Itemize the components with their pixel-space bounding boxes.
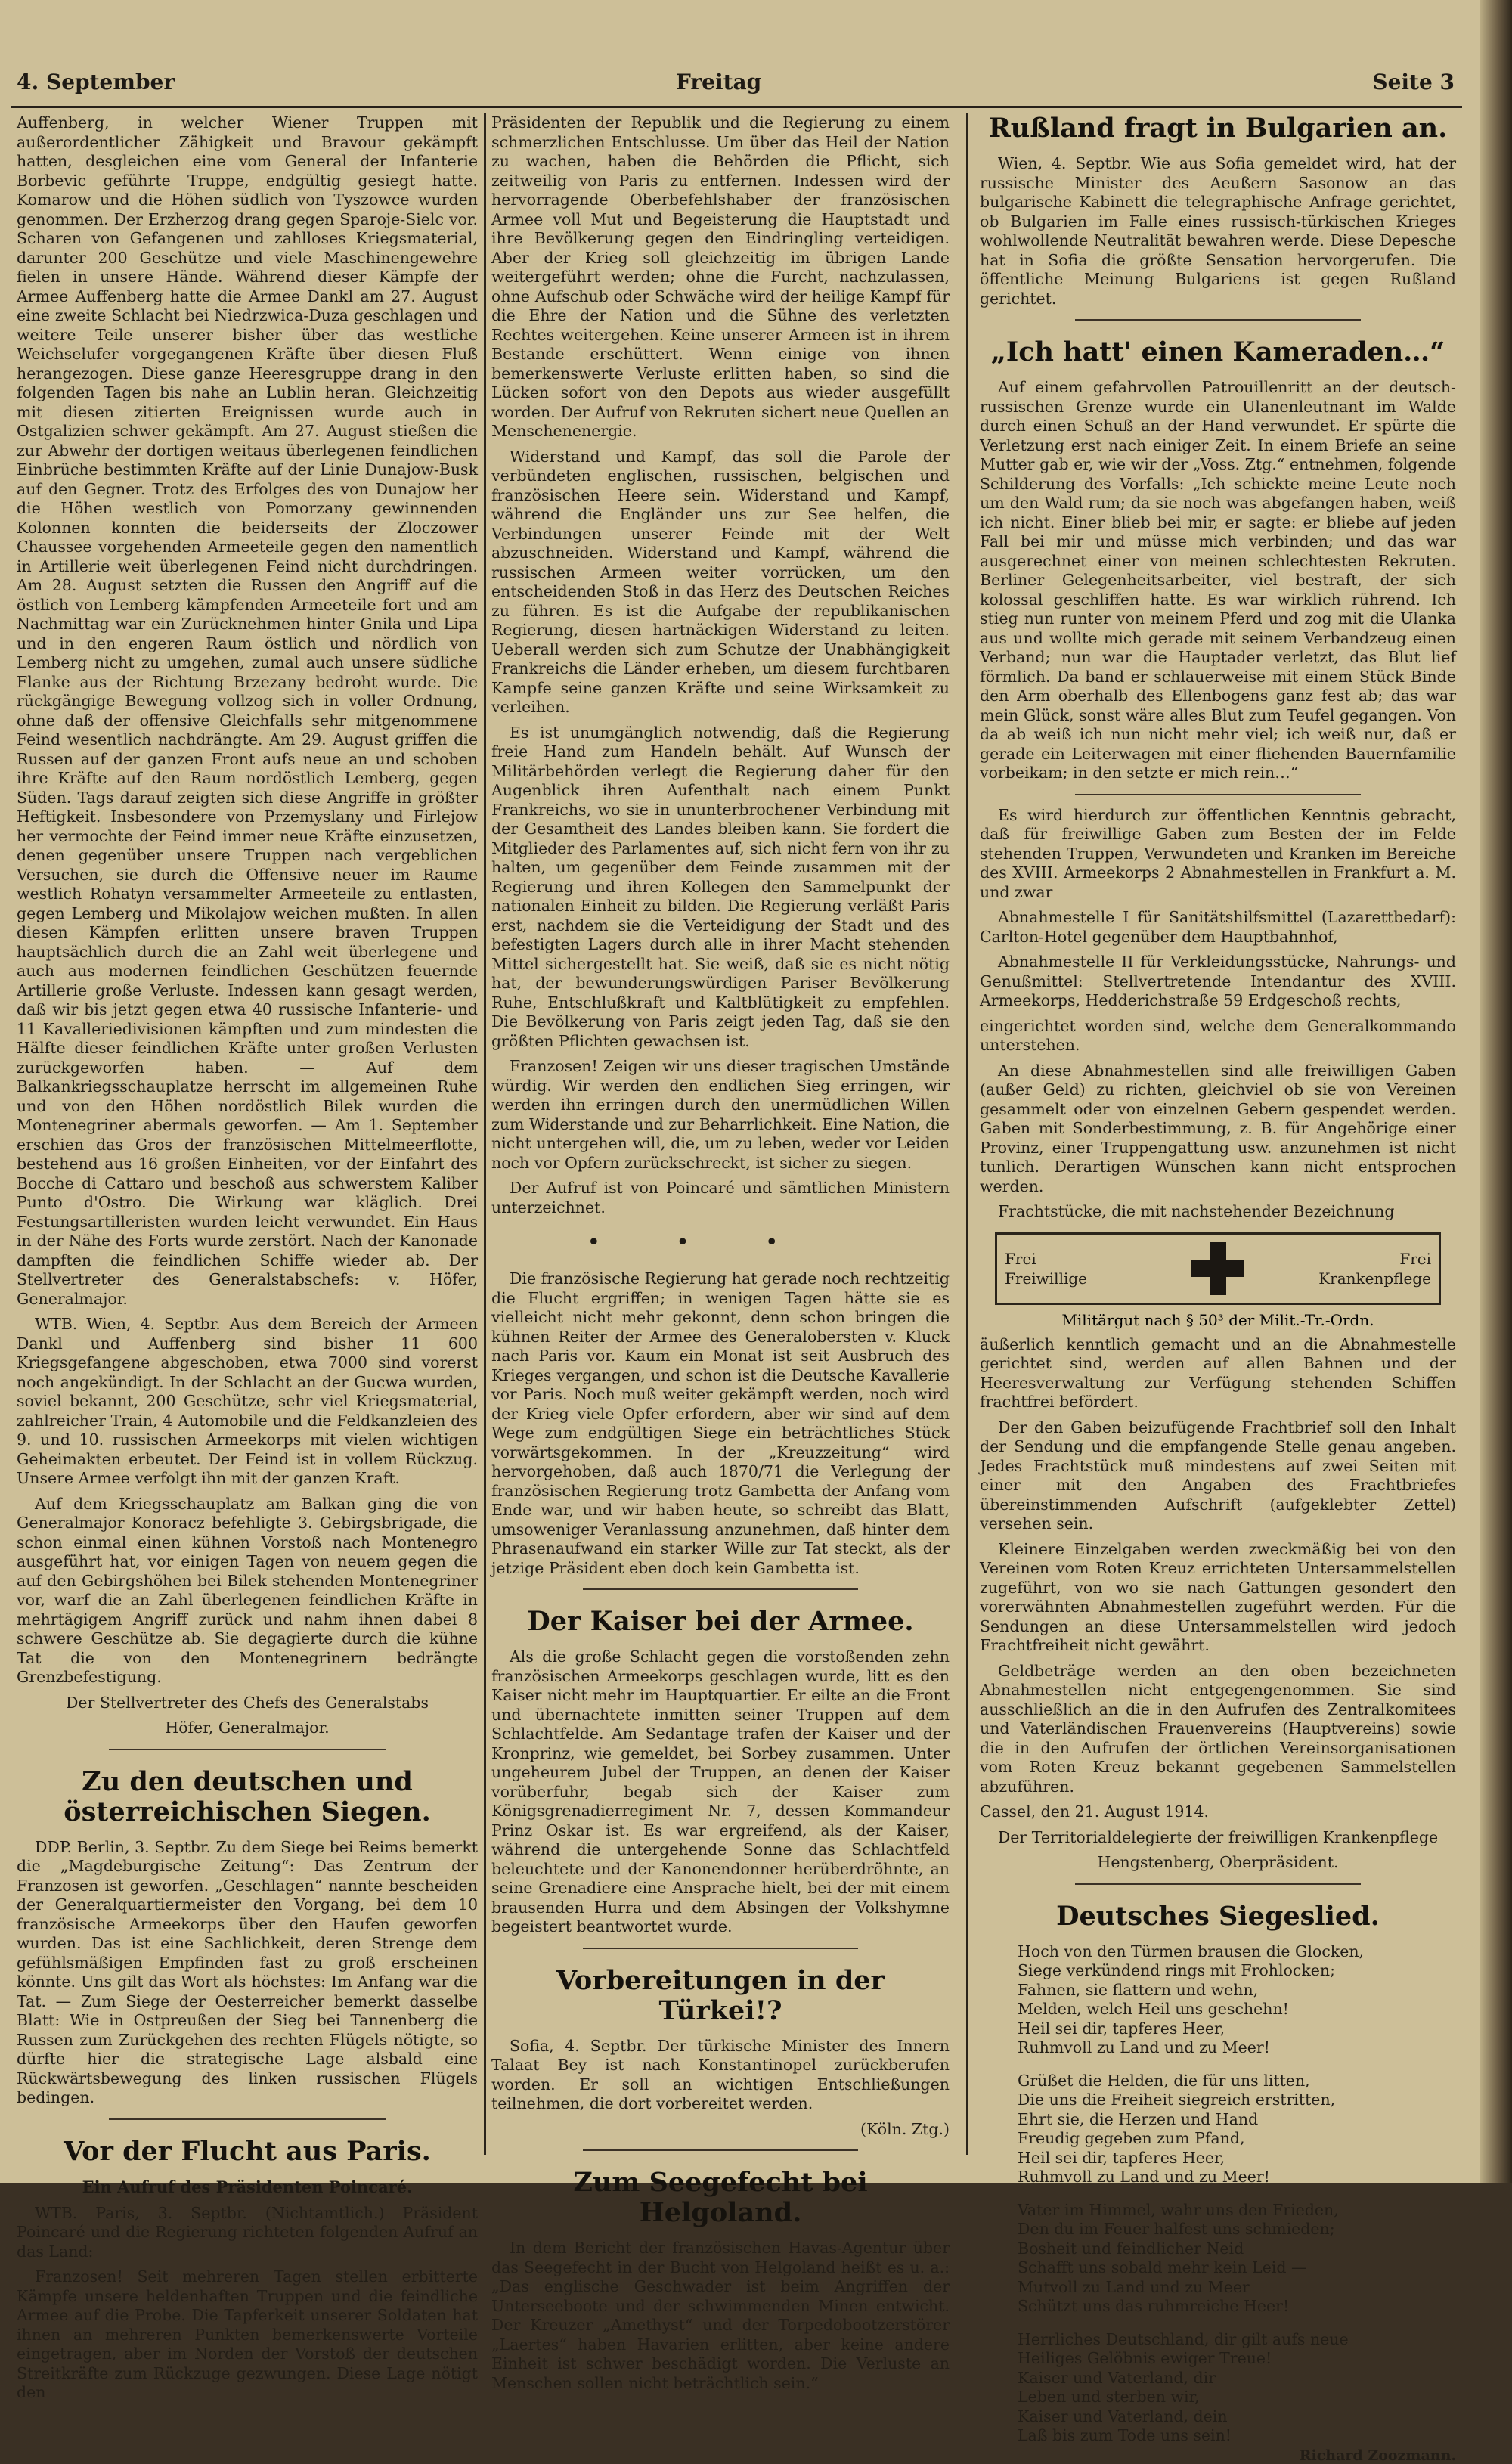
section-divider [109,2118,386,2120]
notice-text: Abnahmestelle II für Verkleidungsstücke, Nahrungs- und Genußmittel: Stellvertretende Intendantur des XVIII. Armeekorps, Hedderichstraße 59 Erdgeschoß rechts, [980,953,1456,1009]
header-page-number: Seite 3 [1372,70,1455,95]
notice-text: Frachtstücke, die mit nachstehender Bezeichnung [998,1202,1395,1220]
article-text: In dem Bericht der französischen Havas-Agentur über das Seegefecht in der Bucht von Helgoland heißt es u. a.: „Das englische Geschwader ist beim Angriffen der Unterseeboote und der schwimmenden Minen entwicht. Der Kreuzer „Amethyst“ und der Torpedobootzerstörer „Laertes“ haben Havarien erlitten, aber keine andere Einheit ist schwer beschädigt worden. Die Verluste an Menschen sollen nicht beträchtlich sein.“ [491,2239,950,2392]
poem-author: Richard Zoozmann. [1299,2447,1456,2464]
article-text: Widerstand und Kampf, das soll die Parole der verbündeten englischen, russischen, belgischen und französischen Heere sein. Widerstand und Kampf, während die Engländer uns zur See helfen, die Verbindungen unserer Feinde mit der Welt abzuschneiden. Widerstand und Kampf, während die russischen Armeen weiter vorrücken, um den entscheidenden Stoß in das Herz des Deutschen Reiches zu führen. Es ist die Aufgabe der republikanischen Regierung, diesen hartnäckigen Widerstand zu leiten. Ueberall werden sich zum Schutze der Unabhängigkeit Frankreichs die Länder erheben, um diesem furchtbaren Kampfe seine ganzen Kräfte und seine Wirksamkeit zu verleihen. [491,447,950,716]
column-1 [17,113,478,2401]
poem-line: Heiliges Gelöbnis ewiger Treue! [1018,2349,1272,2367]
notice-text: Kleinere Einzelgaben werden zweckmäßig bei von den Vereinen vom Roten Kreuz errichteten Untersammelstellen zugeführt, von wo sie nach Gattungen gesondert den vorerwähnten Abnahmestellen zugeführt werden. Für die Sendungen an diese Untersammelstellen wird jedoch Frachtfreiheit nicht gewährt. [980,1539,1456,1654]
stanza-gap [980,2058,1456,2072]
headline-siegen: Zu den deutschen und österreichischen Siegen. [64,1765,431,1827]
section-divider [583,2149,858,2151]
page-header [11,64,1462,108]
signature-line: Höfer, Generalmajor. [165,1719,330,1737]
freight-label-right [1244,1249,1431,1288]
label-freiwillige: Freiwillige [1005,1269,1088,1288]
poem-line: Kaiser und Vaterland, dir [1018,2368,1216,2387]
label-frei: Frei [1005,1249,1036,1268]
headline-siegeslied: Deutsches Siegeslied. [1056,1900,1380,1932]
article-text: Wien, 4. Septbr. Wie aus Sofia gemeldet wird, hat der russische Minister des Aeußern Sasonow an das bulgarische Kabinett die telegraphische Anfrage gerichtet, ob Bulgarien im Falle eines russisch-türkischen Krieges wohlwollende Neutralität bewahren werde. Diese Depesche hat in Sofia die größte Sensation hervorgerufen. Die öffentliche Meinung Bulgariens ist gegen Rußland gerichtet. [980,154,1456,308]
notice-date: Cassel, den 21. August 1914. [980,1802,1210,1821]
poem [980,1942,1456,2446]
poem-line: Siege verkündend rings mit Frohlocken; [1018,1961,1336,1979]
article-text: Franzosen! Seit mehreren Tagen stellen erbitterte Kämpfe unsere heldenhaften Truppen und die feindliche Armee auf die Probe. Die Tapferkeit unserer Soldaten hat ihnen an mehreren Punkten bemerkenswerte Vorteile eingetragen, aber im Norden der Vorstoß der deutschen Streitkräfte zum Rückzuge gezwungen. Diese Lage nötigt den [17,2267,478,2401]
label-krankenpflege: Krankenpflege [1318,1269,1431,1288]
column-2 [491,113,950,2392]
book-binding-edge [1480,0,1512,2183]
article-text: DDP. Berlin, 3. Septbr. Zu dem Siege bei Reims bemerkt die „Magdeburgische Zeitung“: Das Zentrum der Franzosen ist geworfen. „Geschlagen“ nannte bescheiden der Generalquartiermeister den Vorgang, bei dem 10 französische Armeekorps über den Haufen geworfen wurden. Das ist eine Sachlichkeit, deren Strenge dem gefühlsmäßigen Empfinden fast zu groß erscheinen könnte. Uns gilt das Wort als höchstes: Im Anfang war die Tat. — Zum Siege der Oesterreicher bemerkt dasselbe Blatt: Wie in Ostpreußen der Sieg bei Tannenberg die Russen zum Zurückgehen des rechten Flügels nötigte, so dürfte hier die strategische Lage alsbald eine Rückwärtsbewegung des linken russischen Flügels bedingen. [17,1837,478,2106]
poem-line: Vater im Himmel, wahr uns den Frieden, [1018,2200,1339,2219]
poem-line: Schützt uns das ruhmreiche Heer! [1018,2297,1290,2315]
freight-label-left [1005,1249,1191,1288]
article-text: Auf dem Kriegsschauplatz am Balkan ging die von Generalmajor Konoracz befehligte 3. Gebirgsbrigade, die schon einmal einen kühnen Vorstoß nach Montenegro ausgeführt hat, vor einigen Tagen von neuem gegen die auf den Gebirgshöhen bei Bilek stehenden Montenegriner vor, warf die an Zahl überlegenen feindlichen Kräfte in mehrtägigem Angriff zurück und nahm ihnen dabei 8 schwere Geschütze ab. Sie degagierte durch die kühne Tat die von den Montenegrinern bedrängte Grenzbefestigung. [17,1494,478,1686]
headline-russland: Rußland fragt in Bulgarien an. [988,113,1448,144]
freight-label-note: Militärgut nach § 50³ der Milit.-Tr.-Ordn. [1061,1310,1374,1329]
headline-tuerkei: Vorbereitungen in der Türkei!? [556,1964,885,2026]
section-divider [583,1948,858,1949]
header-date: 4. September [17,70,175,95]
poem-line: Ruhmvoll zu Land und zu Meer! [1018,2038,1270,2056]
poem-line: Schafft uns sobald mehr kein Leid — [1018,2258,1307,2276]
notice-text: eingerichtet worden sind, welche dem Generalkommando unterstehen. [980,1016,1456,1054]
poem-line: Laß bis zum Tode uns sein! [1018,2426,1232,2444]
notice-text: Der den Gaben beizufügende Frachtbrief soll den Inhalt der Sendung und die empfangende Stelle genau angeben. Jedes Frachtstück muß mindestens auf zwei Seiten mit einer mit den Angaben des Frachtbriefes übereinstimmenden Aufschrift (aufgeklebter Zettel) versehen sein. [980,1418,1456,1533]
column-rule-2 [966,113,968,2155]
article-text: Sofia, 4. Septbr. Der türkische Minister des Innern Talaat Bey ist nach Konstantinopel zurückberufen worden. Er soll an wichtigen Entschließungen teilnehmen, die dort vorbereitet werden. [491,2036,950,2112]
poem-line: Bosheit und feindlicher Neid [1018,2239,1244,2258]
headline-kaiser: Der Kaiser bei der Armee. [527,1606,914,1637]
poem-line: Melden, welch Heil uns geschehn! [1018,2000,1289,2018]
section-divider [1075,794,1361,795]
notice-text: Geldbeträge werden an den oben bezeichneten Abnahmestellen nicht entgegengenommen. Sie sind ausschließlich an die in den Aufrufen des Zentralkomitees und Vaterländischen Frauenvereins (Hauptvereins) sowie die in den Aufrufen der örtlichen Vereinsorganisationen vom Roten Kreuz bekannt gegebenen Sammelstellen abzuführen. [980,1661,1456,1796]
poem-line: Den du im Feuer halfest uns schmieden; [1018,2220,1335,2238]
article-text: Auf einem gefahrvollen Patrouillenritt an der deutsch-russischen Grenze wurde ein Ulanenleutnant im Walde durch einen Schuß an der Hand verwundet. Er spürte die Verletzung erst nach einiger Zeit. In einem Briefe an seine Mutter gab er, wie wir der „Voss. Ztg.“ entnehmen, folgende Schilderung des Vorfalls: „Ich schickte meine Leute noch um den Wald rum; da sie noch was abgefangen haben, weiß ich nicht. Einer blieb bei mir, er sagte: er bliebe auf jeden Fall bei mir und müsse mich verbinden; und das war ausgerechnet einer von meinen schlechtesten Rekruten. Berliner Gelegenheitsarbeiter, viel bestraft, der sich kolossal geschliffen hatte. Es war wirklich rührend. Ich stieg nun runter von meinem Pferd und zog mit die Ulanka aus und wollte mich gerade mit seinem Verbandzeug einen Verband; nun war die Hauptader verletzt, das Blut lief förmlich. Da band er schlauerweise mit einem Stück Binde den Arm oberhalb des Ellenbogens ganz fest ab; das war mein Glück, sonst wäre alles Blut zum Teufel gegangen. Von da ab weiß ich nun nicht mehr viel; ich weiß nur, daß er gerade ein Leiterwagen mit einer fliehenden Bauernfamilie vorbeikam; in den setzte er mich rein…“ [980,378,1456,782]
source-credit: (Köln. Ztg.) [860,2119,950,2138]
poem-line: Grüßet die Helden, die für uns litten, [1018,2071,1310,2090]
article-text: Präsidenten der Republik und die Regierung zu einem schmerzlichen Entschlusse. Um über das Heil der Nation zu wachen, haben die Behörden die Pflicht, sich zeitweilig von Paris zu entfernen. Indessen wird der hervorragende Oberbefehlshaber der französischen Armee voll Mut und Begeisterung die Hauptstadt und ihre Bevölkerung gegen den Eindringling verteidigen. Aber der Krieg soll gleichzeitig im übrigen Lande weitergeführt werden; ohne die Furcht, nachzulassen, ohne Aufschub oder Schwäche wird der heilige Kampf für die Ehre der Nation und die Sühne des verletzten Rechtes weitergehen. Keine unserer Armeen ist in ihrem Bestande erschüttert. Wenn einige von ihnen bemerkenswerte Verluste erlitten haben, so sind die Lücken sofort von den Depots aus wieder ausgefüllt worden. Der Aufruf von Rekruten sichert neue Quellen an Menschenenergie. [491,113,950,440]
headline-flucht: Vor der Flucht aus Paris. [64,2135,431,2167]
article-text: Franzosen! Zeigen wir uns dieser tragischen Umstände würdig. Wir werden den endlichen Sieg erringen, wir werden ihn erringen durch den unermüdlichen Willen zum Widerstande und zur Beharrlichkeit. Eine Nation, die nicht untergehen will, die, um zu leben, weder vor Leiden noch vor Opfern zurückschreckt, ist sicher zu siegen. [491,1057,950,1172]
signature-line: Der Stellvertreter des Chefs des Generalstabs [65,1693,429,1712]
section-divider [583,1588,858,1590]
subheadline-aufruf: Ein Aufruf des Präsidenten Poincaré. [82,2177,413,2196]
article-text: Es ist unumgänglich notwendig, daß die Regierung freie Hand zum Handeln behält. Auf Wunsch der Militärbehörden verlegt die Regierung daher für den Augenblick ihren Aufenthalt nach einem Punkt Frankreichs, wo sie in ununterbrochener Verbindung mit der Gesamtheit des Landes bleiben kann. Sie fordert die Mitglieder des Parlamentes auf, sich nicht fern von ihr zu halten, um gegenüber dem Feinde zusammen mit der Regierung und ihren Kollegen den Sammelpunkt der nationalen Einheit zu bilden. Die Regierung verläßt Paris erst, nachdem sie die Verteidigung der Stadt und des befestigten Lagers durch alle in ihrer Macht stehenden Mittel sichergestellt hat. Sie weiß, daß sie es nicht nötig hat, der bewunderungswürdigen Pariser Bevölkerung Ruhe, Entschlußkraft und Kaltblütigkeit zu empfehlen. Die Bevölkerung von Paris zeigt jeden Tag, daß sie den größten Pflichten gewachsen ist. [491,723,950,1050]
headline-helgoland: Zum Seegefecht bei Helgoland. [573,2167,868,2228]
label-frei: Frei [1399,1249,1431,1268]
article-text: Auffenberg, in welcher Wiener Truppen mit außerordentlicher Zähigkeit und Bravour gekämpft hatten, desgleichen eine vom General der Infanterie Borbevic geführte Truppe, endgültig gesiegt hatte. Komarow und die Höhen südlich von Tyszowce wurden genommen. Der Erzherzog drang gegen Sparoje-Sielc vor. Scharen von Gefangenen und zahlloses Kriegsmaterial, darunter 200 Geschütze und viele Maschinengewehre fielen in unsere Hände. Während dieser Kämpfe der Armee Auffenberg hatte die Armee Dankl am 27. August eine zweite Schlacht bei Niedrzwica-Duza geschlagen und weitere Teile unserer bisher über das westliche Weichselufer vorgegangenen Kräfte über diesen Fluß herangezogen. Diese ganze Heeresgruppe drang in den folgenden Tagen bis nahe an Lublin heran. Gleichzeitig mit diesen zitierten Ereignissen wurde auch in Ostgalizien schwer gekämpft. Am 27. August stießen die zur Abwehr der dortigen weitaus überlegenen feindlichen Einbrüche bestimmten Kräfte auf der Linie Dunajow-Busk auf den Gegner. Trotz des Erfolges des von Dunajow her die Höhen westlich von Pomorzany gewinnenden Kolonnen konnten die beiderseits der Zloczower Chaussee vorgehenden Armeeteile gegen den namentlich in Artillerie weit überlegenen Feind nicht durchdringen. Am 28. August setzten die Russen den Angriff auf die östlich von Lemberg kämpfenden Armeeteile fort und am Nachmittag war ein Zurücknehmen hinter Gnila und Lipa und in den engeren Raum östlich und nördlich von Lemberg nicht zu umgehen, zumal auch unsere südliche Flanke aus der Richtung Brzezany bedroht wurde. Die rückgängige Bewegung vollzog sich in voller Ordnung, ohne daß der offensive Gleichfalls sehr mitgenommene Feind wesentlich nachdrängte. Am 29. August griffen die Russen auf der ganzen Front aufs neue an und schoben ihre Kräfte auf den Raum nordöstlich Lemberg, gegen Süden. Tags darauf zeigten sich diese Angriffe in größter Heftigkeit. Insbesondere von Przemyslany und Firlejow her vermochte der Feind immer neue Kräfte einzusetzen, denen gegenüber unsere Truppen nach vergeblichen Versuchen, sie durch die Offensive neuer im Raume westlich Rohatyn versammelter Armeeteile zu entlasten, gegen Lemberg und Mikolajow weichen mußten. In allen diesen Kämpfen erlitten unsere braven Truppen hauptsächlich durch die an Zahl weit überlegene und auch aus modernen feindlichen Geschützen feuernde Artillerie große Verluste. Indessen kann gesagt werden, daß wir bis jetzt gegen etwa 40 russische Infanterie- und 11 Kavalleriedivisionen kämpften und zum mindesten die Hälfte dieser feindlichen Kräfte unter großen Verlusten zurückgeworfen haben. — Auf dem Balkankriegsschauplatze herrscht im allgemeinen Ruhe und von den Höhen nordöstlich Bilek wurden die Montenegriner abermals geworfen. — Am 1. September erschien das Gros der französischen Mittelmeerflotte, bestehend aus 16 großen Einheiten, vor der Einfahrt des Bocche di Cattaro und beschoß aus schwerstem Kaliber Punto d'Ostro. Die Wirkung war kläglich. Drei Festungsartilleristen wurden leicht verwundet. Ein Haus in der Nähe des Forts wurde zerstört. Nach der Kanonade dampften die feindlichen Schiffe wieder ab. Der Stellvertreter des Generalstabschefs: v. Höfer, Generalmajor. [17,113,478,1308]
poem-line: Fahnen, sie flattern und wehn, [1018,1980,1259,1999]
poem-line: Heil sei dir, tapferes Heer, [1018,2148,1225,2167]
article-text: Als die große Schlacht gegen die vorstoßenden zehn französischen Armeekorps geschlagen wurde, litt es den Kaiser nicht mehr im Hauptquartier. Er eilte an die Front und übernachtete inmitten seiner Truppen auf dem Schlachtfelde. Am Sedantage trafen der Kaiser und der Kronprinz, wie gemeldet, bei Sorbey zusammen. Unter ungeheurem Jubel der Truppen, an denen der Kaiser vorüberfuhr, begab sich der Kaiser zum Königsgrenadierregiment Nr. 7, dessen Kommandeur Prinz Oskar ist. Es war ergreifend, als der Kaiser, während die untergehende Sonne das Schlachtfeld beleuchtete und der Kanonendonner herüberdröhnte, an seine Grenadiere eine Ansprache hielt, bei der mit einem brausenden Hurra und dem Absingen der Volkshymne begeistert beantwortet wurde. [491,1647,950,1936]
stanza-gap [980,2317,1456,2330]
column-rule-1 [484,113,486,2155]
poem-line: Freudig gegeben zum Pfand, [1018,2129,1245,2147]
article-text: WTB. Wien, 4. Septbr. Aus dem Bereich der Armeen Dankl und Auffenberg sind bisher 11 600 Kriegsgefangene abgeschoben, etwa 7000 sind vorerst noch angekündigt. In der Schlacht an der Gucwa wurden, soviel bekannt, 200 Geschütze, sehr viel Kriegsmaterial, zahlreicher Train, 4 Automobile und die Feldkanzleien des 9. und 10. russischen Armeekorps mit vielen wichtigen Geheimakten erbeutet. Der Feind ist in vollem Rückzug. Unsere Armee verfolgt ihn mit der ganzen Kraft. [17,1315,478,1487]
article-text: Der Aufruf ist von Poincaré und sämtlichen Ministern unterzeichnet. [491,1179,950,1217]
poem-line: Mutvoll zu Land und zu Meer [1018,2277,1250,2296]
article-text: Die französische Regierung hat gerade noch rechtzeitig die Flucht ergriffen; in wenigen Tagen hätte sie es vielleicht nicht mehr gekonnt, denn schon bringen die kühnen Reiter der Armee des Generalobersten v. Kluck nach Paris vor. Kaum ein Monat ist seit Ausbruch des Krieges vergangen, und schon ist die Deutsche Kavallerie vor Paris. Noch muß weiter gekämpft werden, noch wird der Krieg viele Opfer erfordern, aber wir sind auf dem Wege zum endgültigen Siege ein beträchtliches Stück vorwärtsgekommen. In der „Kreuzzeitung“ wird hervorgehoben, daß auch 1870/71 die Verlegung der französischen Regierung trotz Gambetta der Anfang vom Ende war, und wir haben heute, so schreibt das Blatt, umsoweniger Veranlassung anzunehmen, daß hinter dem Phrasenaufwand ein starker Wille zur Tat steckt, als der jetzige Präsident eben doch kein Gambetta ist. [491,1269,950,1577]
notice-signatory: Der Territorialdelegierte der freiwilligen Krankenpflege [997,1827,1439,1846]
notice-text: Es wird hierdurch zur öffentlichen Kenntnis gebracht, daß für freiwillige Gaben zum Besten der im Felde stehenden Truppen, Verwundeten und Kranken im Bereiche des XVIII. Armeekorps 2 Abnahmestellen in Frankfurt a. M. und zwar [980,805,1456,901]
column-3 [980,113,1456,2464]
poem-line: Die uns die Freiheit siegreich erstritten, [1018,2091,1336,2109]
bullet-ornament: ••• [587,1229,854,1256]
notice-text: An diese Abnahmestellen sind alle freiwilligen Gaben (außer Geld) zu richten, gleichviel ob sie von Vereinen gesammelt oder von einzelnen Gebern gespendet werden. Gaben mit Sonderbestimmung, z. B. für Angehörige einer Provinz, einer Truppengattung usw. anzunehmen ist nicht tunlich. Derartigen Wünschen kann nicht entsprochen werden. [980,1061,1456,1195]
poem-line: Heil sei dir, tapferes Heer, [1018,2019,1225,2038]
section-divider [1075,319,1361,321]
poem-line: Kaiser und Vaterland, dein [1018,2407,1228,2425]
section-divider [109,1749,386,1750]
article-text: WTB. Paris, 3. Septbr. (Nichtamtlich.) Präsident Poincaré und die Regierung richteten folgenden Aufruf an das Land: [17,2203,478,2261]
red-cross-icon [1191,1242,1244,1295]
stanza-gap [980,2187,1456,2201]
poem-line: Leben und sterben wir, [1018,2388,1200,2406]
headline-kamerad: „Ich hatt' einen Kameraden…“ [990,336,1445,367]
section-divider [1075,1883,1361,1885]
notice-text: äußerlich kenntlich gemacht und an die Abnahmestelle gerichtet sind, werden auf allen Bahnen und der Heeresverwaltung zur Verfügung stehenden Schiffen frachtfrei befördert. [980,1334,1456,1411]
poem-line: Ruhmvoll zu Land und zu Meer! [1018,2168,1270,2186]
header-weekday: Freitag [676,70,762,95]
poem-line: Herrliches Deutschland, dir gilt aufs neue [1018,2329,1349,2348]
poem-line: Hoch von den Türmen brausen die Glocken, [1018,1942,1365,1960]
freight-label-box [995,1232,1441,1305]
poem-line: Ehrt sie, die Herzen und Hand [1018,2109,1259,2128]
notice-signatory: Hengstenberg, Oberpräsident. [1097,1853,1339,1871]
notice-text: Abnahmestelle I für Sanitätshilfsmittel (Lazarettbedarf): Carlton-Hotel gegenüber dem Hauptbahnhof, [980,908,1456,946]
